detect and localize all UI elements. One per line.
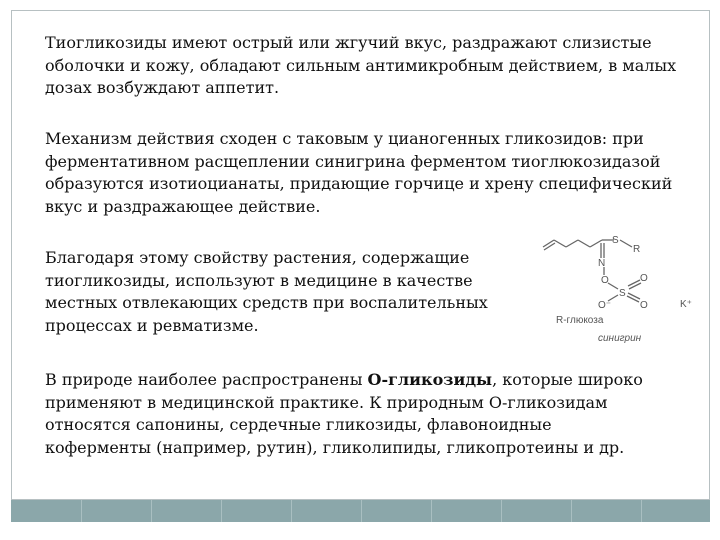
footer-divider xyxy=(571,500,572,522)
potassium-label: K⁺ xyxy=(680,299,692,310)
footer-divider xyxy=(151,500,152,522)
p4-text-start: В природе наиболее распространены xyxy=(45,370,368,389)
oxygen-top-label: O xyxy=(640,273,648,284)
nitrogen-label: N xyxy=(598,258,606,269)
footer-divider xyxy=(221,500,222,522)
r-group-label: R xyxy=(633,244,641,255)
footer-divider xyxy=(291,500,292,522)
footer-bar xyxy=(11,500,710,522)
footer-divider xyxy=(361,500,362,522)
formula-bonds xyxy=(543,240,641,302)
r-glucose-label: R-глюкоза xyxy=(556,315,604,326)
sulfur-label: S xyxy=(612,235,619,246)
paragraph-o-glycosides xyxy=(45,369,645,459)
oxygen-bottom-label: O xyxy=(640,300,648,311)
paragraph-thioglycosides-properties: Тиогликозиды имеют острый или жгучий вкус, раздражают слизистые оболочки и кожу, обладают сильным антимикробным действием, в малых дозах возбуждают аппетит. xyxy=(45,33,677,97)
oxygen-negative-label: O⁻ xyxy=(598,300,612,311)
sinigrin-structural-formula xyxy=(540,225,710,350)
paragraph-medical-use: Благодаря этому свойству растения, содержащие тиогликозиды, используют в медицине в качестве местных отвлекающих средств при воспалительных процессах и ревматизме. xyxy=(45,248,488,335)
paragraph-mechanism: Механизм действия сходен с таковым у цианогенных гликозидов: при ферментативном расщеплении синигрина ферментом тиоглюкозидазой образуются изотиоцианаты, придающие горчице и хрену специфический вкус и раздражающее действие. xyxy=(45,129,673,216)
oxygen-label: O xyxy=(601,275,609,286)
p4-text-end: , которые широко применяют в медицинской практике. К природным О-гликозидам относятся сапонины, сердечные гликозиды, флавоноидные коферменты (например, рутин), гликолипиды, гликопротеины и др. xyxy=(45,370,643,457)
footer-divider xyxy=(431,500,432,522)
footer-divider xyxy=(81,500,82,522)
sinigrin-caption: синигрин xyxy=(598,333,642,344)
o-glycosides-term: О-гликозиды xyxy=(367,370,493,389)
footer-divider xyxy=(641,500,642,522)
sulfonyl-sulfur-label: S xyxy=(619,288,626,299)
footer-divider xyxy=(501,500,502,522)
